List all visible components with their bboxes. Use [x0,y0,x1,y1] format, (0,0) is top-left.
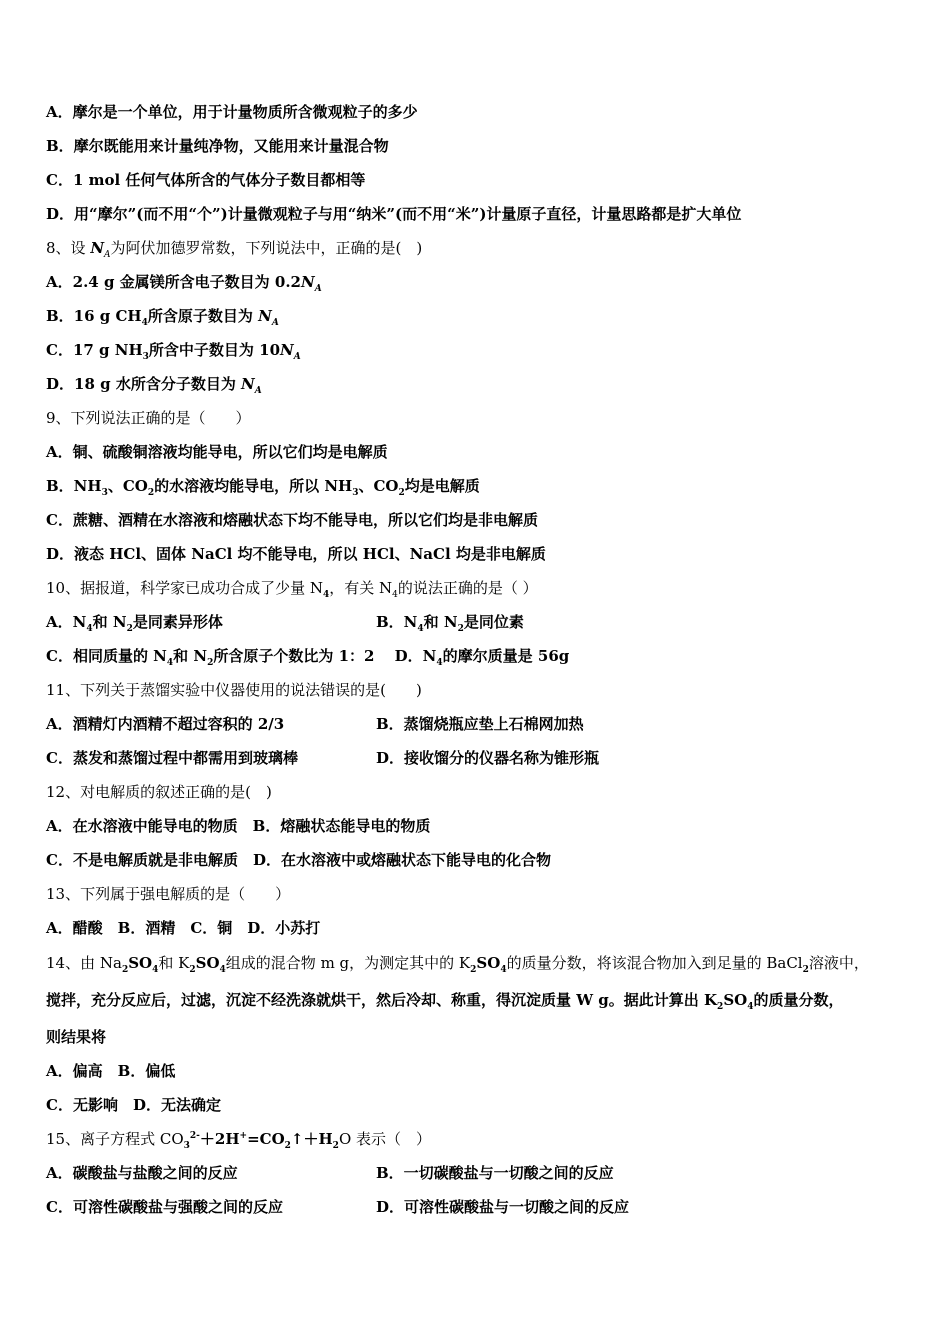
q14-options-cd: C．无影响 D．无法确定 [46,1096,221,1114]
q11-option-b: B．蒸馏烧瓶应垫上石棉网加热 [376,715,584,733]
q11-options-cd [46,748,916,768]
q10-option-a: A．$N_4$和 $N_2$是同素异形体 [46,613,223,634]
q10-options-cd: C．相同质量的 $N_4$和 $N_2$所含原子个数比为 1：2 D．$N_4$的摩尔质量是 56g [46,647,570,668]
q14-stem-line3: 则结果将 [46,1028,107,1046]
q11-option-a: A．酒精灯内酒精不超过容积的 2/3 [46,715,285,733]
q8-stem: 8、设 $N_A$为阿伏加德罗常数，下列说法中，正确的是( ) [46,239,423,260]
q9-option-a: A．铜、硫酸铜溶液均能导电，所以它们均是电解质 [46,443,388,461]
q9-stem: 9、下列说法正确的是（ ） [46,409,251,427]
q15-option-a: A．碳酸盐与盐酸之间的反应 [46,1164,238,1182]
q10-stem: 10、据报道，科学家已成功合成了少量 $N_4$，有关 $N_4$的说法正确的是（ ） [46,579,538,600]
q9-option-c: C．蔗糖、酒精在水溶液和熔融状态下均不能导电，所以它们均是非电解质 [46,511,538,529]
q15-option-b: B．一切碳酸盐与一切酸之间的反应 [376,1164,614,1182]
q8-option-d: D．18 g 水所含分子数目为 $N_A$ [46,375,262,396]
q10-options-ab [46,612,916,632]
q7-option-d: D．用“摩尔”(而不用“个”)计量微观粒子与用“纳米”(而不用“米”)计量原子直径，计量思路都是扩大单位 [46,205,742,223]
q11-option-c: C．蒸发和蒸馏过程中都需用到玻璃棒 [46,749,298,767]
q13-stem: 13、下列属于强电解质的是（ ） [46,885,291,903]
q15-stem: 15、离子方程式 $CO_3^{2-}+2H^+=CO_2↑+H_2O$ 表示（ ） [46,1130,432,1151]
q15-option-c: C．可溶性碳酸盐与强酸之间的反应 [46,1198,283,1216]
q12-options-ab: A．在水溶液中能导电的物质 B．熔融状态能导电的物质 [46,817,431,835]
q7-option-b: B．摩尔既能用来计量纯净物，又能用来计量混合物 [46,137,389,155]
q12-stem: 12、对电解质的叙述正确的是( ) [46,783,272,801]
q9-option-b: B．$NH_3$、$CO_2$的水溶液均能导电，所以 $NH_3$、$CO_2$均是电解质 [46,477,480,498]
q15-options-ab [46,1163,916,1183]
q11-options-ab [46,714,916,734]
q12-options-cd: C．不是电解质就是非电解质 D．在水溶液中或熔融状态下能导电的化合物 [46,851,551,869]
q15-options-cd [46,1197,916,1217]
q14-stem-line1: 14、由 $Na_2SO_4$和 $K_2SO_4$组成的混合物 m g，为测定其中的 $K_2SO_4$的质量分数，将该混合物加入到足量的 BaCl$_2$溶液中， [46,954,869,975]
q15-option-d: D．可溶性碳酸盐与一切酸之间的反应 [376,1198,630,1216]
q14-stem-line2: 搅拌，充分反应后，过滤，沉淀不经洗涤就烘干，然后冷却、称重，得沉淀质量 W g。据此计算出 $K_2SO_4$的质量分数， [46,991,844,1012]
q8-option-c: C．17 g $NH_3$所含中子数目为 $10N_A$ [46,341,301,362]
q7-option-a: A．摩尔是一个单位，用于计量物质所含微观粒子的多少 [46,103,418,121]
q13-options: A．醋酸 B．酒精 C．铜 D．小苏打 [46,919,321,937]
q8-option-a: A．2.4 g 金属镁所含电子数目为 $0.2N_A$ [46,273,322,294]
q14-options-ab: A．偏高 B．偏低 [46,1062,176,1080]
q10-option-b: B．$N_4$和 $N_2$是同位素 [376,613,524,634]
q7-option-c: C．1 mol 任何气体所含的气体分子数目都相等 [46,171,366,189]
q8-option-b: B．16 g $CH_4$所含原子数目为 $N_A$ [46,307,279,328]
q11-option-d: D．接收馏分的仪器名称为锥形瓶 [376,749,600,767]
q11-stem: 11、下列关于蒸馏实验中仪器使用的说法错误的是( ) [46,681,422,699]
q9-option-d: D．液态 HCl、固体 NaCl 均不能导电，所以 HCl、NaCl 均是非电解质 [46,545,546,563]
